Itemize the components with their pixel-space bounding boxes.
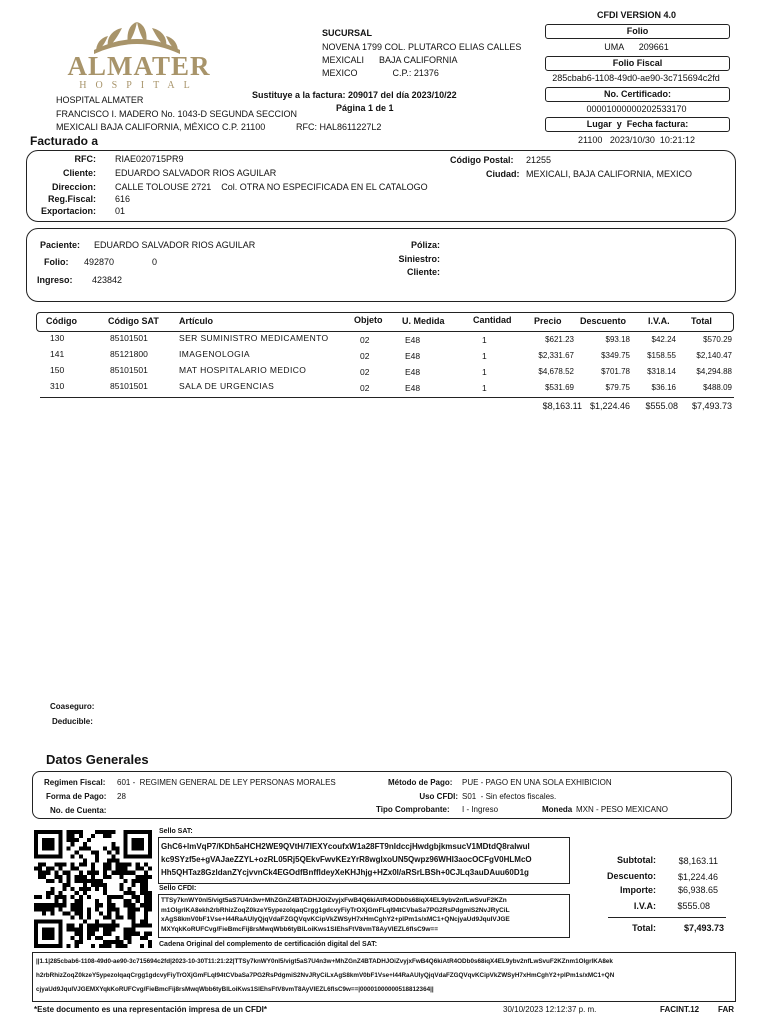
table-cell: 85101501 xyxy=(110,381,148,391)
address-label: Direccion: xyxy=(51,182,96,192)
table-cell: $2,140.47 xyxy=(696,351,732,360)
table-cell: SER SUMINISTRO MEDICAMENTO xyxy=(179,333,329,343)
ingreso-value: 423842 xyxy=(92,275,123,285)
cp-label: Código Postal: xyxy=(450,155,514,165)
company-logo xyxy=(62,10,212,94)
total-descuento: $1,224.46 xyxy=(589,401,630,411)
issuer-name: HOSPITAL ALMATER xyxy=(56,95,144,105)
sello-cfdi-label: Sello CFDI: xyxy=(159,885,197,892)
uso-label: Uso CFDI: xyxy=(419,792,458,801)
total-precio: $8,163.11 xyxy=(542,401,582,411)
table-cell: $318.14 xyxy=(647,367,676,376)
table-cell: 141 xyxy=(50,349,65,359)
table-cell: $4,294.88 xyxy=(696,367,732,376)
footer-note: *Este documento es una representación impresa de un CFDI* xyxy=(34,1005,267,1014)
cert-value: 00001000000202533170 xyxy=(586,104,687,114)
logo-sub-text: HOSPITAL xyxy=(79,80,199,91)
tipo-label: Tipo Comprobante: xyxy=(376,805,450,814)
issuer-address: FRANCISCO I. MADERO No. 1043-D SEGUNDA SECCION xyxy=(56,109,298,119)
page-number: Página 1 de 1 xyxy=(336,103,394,113)
footer-code: FACINT.12 xyxy=(660,1005,700,1014)
table-cell: $2,331.67 xyxy=(538,351,574,360)
table-cell: IMAGENOLOGIA xyxy=(179,349,250,359)
folio-patient-value2: 0 xyxy=(152,257,158,267)
table-cell: 85101501 xyxy=(110,365,148,375)
table-cell: $4,678.52 xyxy=(538,367,574,376)
cuenta-label: No. de Cuenta: xyxy=(50,806,107,815)
table-cell: E48 xyxy=(405,383,421,393)
cadena-label: Cadena Original del complemento de certificación digital del SAT: xyxy=(159,941,378,948)
qr-code xyxy=(34,830,152,948)
general-title: Datos Generales xyxy=(46,752,149,767)
fiscal-value: 285cbab6-1108-49d0-ae90-3c715694c2fd xyxy=(552,73,720,83)
table-cell: E48 xyxy=(405,367,421,377)
subtotal-label: Subtotal: xyxy=(617,855,656,865)
sello-sat-line: Hh5QHTaz8GzldanZYcjvvnCk4EGOdfBnffldeyXeKHJhjg+HZx0l/aRSrLBSh+0CJLq3auDAuu60D1g xyxy=(161,868,529,877)
table-cell: 85121800 xyxy=(110,349,148,359)
sello-sat-line: GhC6+lmVqP7/KDh5aHCH2WE9QVtH/7IEXYcoufxW1a28FT9nIdccjHwdgbjkmsucV1MDtdQ8ralwul xyxy=(161,842,530,851)
forma-label: Forma de Pago: xyxy=(46,792,107,801)
importe-value: $6,938.65 xyxy=(677,885,718,895)
place-label: Lugar y Fecha factura: xyxy=(545,117,730,132)
table-cell: E48 xyxy=(405,335,421,345)
descuento-label: Descuento: xyxy=(606,871,656,881)
table-cell: $79.75 xyxy=(605,383,630,392)
folio-patient-value: 492870 xyxy=(84,257,115,267)
col-total: Total xyxy=(691,316,712,326)
metodo-label: Método de Pago: xyxy=(388,778,453,787)
poliza-label: Póliza: xyxy=(410,240,440,250)
table-cell: 130 xyxy=(50,333,65,343)
client-label: Cliente: xyxy=(62,168,96,178)
total-total: $7,493.73 xyxy=(691,401,732,411)
sello-cfdi-line: TTSy7knWY0nl5/vigt5aS7U4n3w+MhZGnZ4BTADHJOiZvyjxFwB4Q6kiAtR4ODb0s68iqX4EL9ybv2nfLwSvuF2KZn xyxy=(161,897,507,904)
total-label: Total: xyxy=(632,923,656,933)
regfiscal-value: 616 xyxy=(115,194,131,204)
iva-label: I.V.A: xyxy=(633,901,656,911)
coaseguro-label: Coaseguro: xyxy=(50,702,95,711)
col-cantidad: Cantidad xyxy=(473,315,512,325)
siniestro-label: Siniestro: xyxy=(398,254,440,264)
cadena-line: cjyaUd9JquIVJGEMXYqkKoRUFCvg/FieBmcFij8rsMwqWbb6tyBlLoiKws1SlEhsFtV8vmT8AyVIEZL6flsC9w==|00001000000518812364|| xyxy=(36,986,434,993)
table-cell: SALA DE URGENCIAS xyxy=(179,381,275,391)
place-value: 21100 2023/10/30 10:21:12 xyxy=(578,135,695,145)
table-cell: $93.18 xyxy=(605,335,630,344)
table-cell: E48 xyxy=(405,351,421,361)
logo-brand-text: ALMATER xyxy=(67,51,211,81)
table-cell: $158.55 xyxy=(647,351,676,360)
tipo-value: I - Ingreso xyxy=(462,805,499,814)
table-cell: 1 xyxy=(482,351,487,361)
ingreso-label: Ingreso: xyxy=(37,275,73,285)
table-cell: 02 xyxy=(360,383,370,393)
table-cell: $621.23 xyxy=(545,335,574,344)
client-value: EDUARDO SALVADOR RIOS AGUILAR xyxy=(115,168,277,178)
sello-cfdi-line: xAgS8kmV0bF1Vse+l44RaAUlyQjqVdaFZGQVqvKCipVkZWSyH7xHmCghY2+plPm1s/xMC1+QNcjyaUd9JquIVJGE xyxy=(161,916,510,923)
sello-sat-label: Sello SAT: xyxy=(159,828,193,835)
regfiscal-label: Reg.Fiscal: xyxy=(47,194,96,204)
table-divider xyxy=(40,397,734,398)
sello-sat-line: kc9SYzf5e+gVAJaeZZYL+ozRL05Rj5QEkvFwvKEzYrR8wgIxoUN5Qwpz96WHI3aocOCFgV0HLMcO xyxy=(161,855,532,864)
total-value: $7,493.73 xyxy=(683,923,724,933)
table-cell: 1 xyxy=(482,335,487,345)
cfdi-version: CFDI VERSION 4.0 xyxy=(596,10,677,20)
table-cell: $36.16 xyxy=(651,383,676,392)
sello-cfdi-line: MXYqkKoRUFCvg/FieBmcFij8rsMwqWbb6tyBlLoiKws1SlEhsFtV8vmT8AyVIEZL6flsC9w== xyxy=(161,925,439,933)
branch-title: SUCURSAL xyxy=(322,28,373,38)
table-cell: 02 xyxy=(360,335,370,345)
regimen-label: Regimen Fiscal: xyxy=(44,778,106,787)
col-objeto: Objeto xyxy=(354,315,383,325)
metodo-value: PUE - PAGO EN UNA SOLA EXHIBICION xyxy=(462,778,612,787)
rfc-value: RIAE020715PR9 xyxy=(115,154,184,164)
issuer-city: MEXICALI BAJA CALIFORNIA, MÉXICO C.P. 21100 xyxy=(56,122,266,132)
footer-far: FAR xyxy=(718,1005,734,1014)
cert-label: No. Certificado: xyxy=(545,87,730,102)
col-codigo-sat: Código SAT xyxy=(108,316,159,326)
cp-value: 21255 xyxy=(526,155,552,165)
city-value: MEXICALI, BAJA CALIFORNIA, MEXICO xyxy=(526,169,693,179)
branch-line1: NOVENA 1799 COL. PLUTARCO ELIAS CALLES xyxy=(322,42,522,52)
branch-line2: MEXICALI BAJA CALIFORNIA xyxy=(322,55,458,65)
sello-cfdi-line: m1OlgrlKA8ekh2rbRhizZoqZ0kzeY5ypezolqaqCrgg1gdcvyFiyTrOXjGmFLql94tCVbaSa7PG2RsPdgmiS2NvJRyCiL xyxy=(161,906,510,914)
col-articulo: Artículo xyxy=(179,316,214,326)
table-cell: 1 xyxy=(482,367,487,377)
cliente-aseg-label: Cliente: xyxy=(406,267,440,277)
col-descuento: Descuento xyxy=(580,316,627,326)
folio-patient-label: Folio: xyxy=(44,257,69,267)
moneda-label: Moneda xyxy=(542,805,573,814)
col-umedida: U. Medida xyxy=(402,316,445,326)
table-cell: 85101501 xyxy=(110,333,148,343)
billed-title: Facturado a xyxy=(30,134,99,148)
footer-date: 30/10/2023 12:12:37 p. m. xyxy=(503,1005,597,1014)
table-cell: $701.78 xyxy=(601,367,630,376)
regimen-value: 601 - REGIMEN GENERAL DE LEY PERSONAS MORALES xyxy=(117,778,336,787)
issuer-rfc: RFC: HAL8611227L2 xyxy=(296,122,382,132)
fiscal-label: Folio Fiscal xyxy=(545,56,730,71)
table-cell: MAT HOSPITALARIO MEDICO xyxy=(179,365,307,375)
descuento-value: $1,224.46 xyxy=(677,872,718,882)
table-cell: $531.69 xyxy=(545,383,574,392)
col-codigo: Código xyxy=(46,316,77,326)
table-cell: 02 xyxy=(360,367,370,377)
table-cell: $349.75 xyxy=(601,351,630,360)
patient-label: Paciente: xyxy=(40,240,81,250)
summary-divider xyxy=(608,917,726,918)
export-value: 01 xyxy=(115,206,126,216)
importe-label: Importe: xyxy=(620,885,656,895)
table-cell: 1 xyxy=(482,383,487,393)
col-iva: I.V.A. xyxy=(648,316,670,326)
substitutes-note: Sustituye a la factura: 209017 del día 2023/10/22 xyxy=(252,90,457,100)
export-label: Exportacion: xyxy=(40,206,96,216)
cadena-line: h2rbRhizZoqZ0kzeY5ypezolqaqCrgg1gdcvyFiyTrOXjGmFLql94tCVbaSa7PG2RsPdgmiS2NvJRyCiLxAgS8kmV0bF1Vse+l44RaAUlyQjqVdaFZGQVqvKCipVkZWSyH7xHmCghY2+plPm1s/xMC1+QN xyxy=(36,972,615,979)
table-cell: $488.09 xyxy=(703,383,732,392)
table-cell: $570.29 xyxy=(703,335,732,344)
patient-value: EDUARDO SALVADOR RIOS AGUILAR xyxy=(94,240,256,250)
city-label: Ciudad: xyxy=(486,169,520,179)
folio-label: Folio xyxy=(545,24,730,39)
rfc-label: RFC: xyxy=(74,154,96,164)
subtotal-value: $8,163.11 xyxy=(678,856,718,866)
table-cell: 02 xyxy=(360,351,370,361)
moneda-value: MXN - PESO MEXICANO xyxy=(576,805,669,814)
table-cell: 310 xyxy=(50,381,65,391)
table-cell: 150 xyxy=(50,365,65,375)
cadena-line: ||1.1|285cbab6-1108-49d0-ae90-3c715694c2fd|2023-10-30T11:21:22|TTSy7knWY0nl5/vigt5aS7U4n3w+MhZGnZ4BTADHJOiZvyjxFwB4Q6kiAtR4ODb0s68iqX4EL9ybv2nfLwSvuF2KZnm1OlgrlKA8ek xyxy=(36,958,613,965)
total-iva: $555.08 xyxy=(645,401,678,411)
table-cell: $42.24 xyxy=(651,335,676,344)
branch-line3: MEXICO C.P.: 21376 xyxy=(322,68,439,78)
address-value: CALLE TOLOUSE 2721 Col. OTRA NO ESPECIFICADA EN EL CATALOGO xyxy=(115,182,428,192)
col-precio: Precio xyxy=(534,316,562,326)
deducible-label: Deducible: xyxy=(52,717,93,726)
iva-value: $555.08 xyxy=(677,901,710,911)
uso-value: S01 - Sin efectos fiscales. xyxy=(462,792,557,801)
forma-value: 28 xyxy=(117,792,126,801)
folio-value: UMA 209661 xyxy=(604,42,669,52)
